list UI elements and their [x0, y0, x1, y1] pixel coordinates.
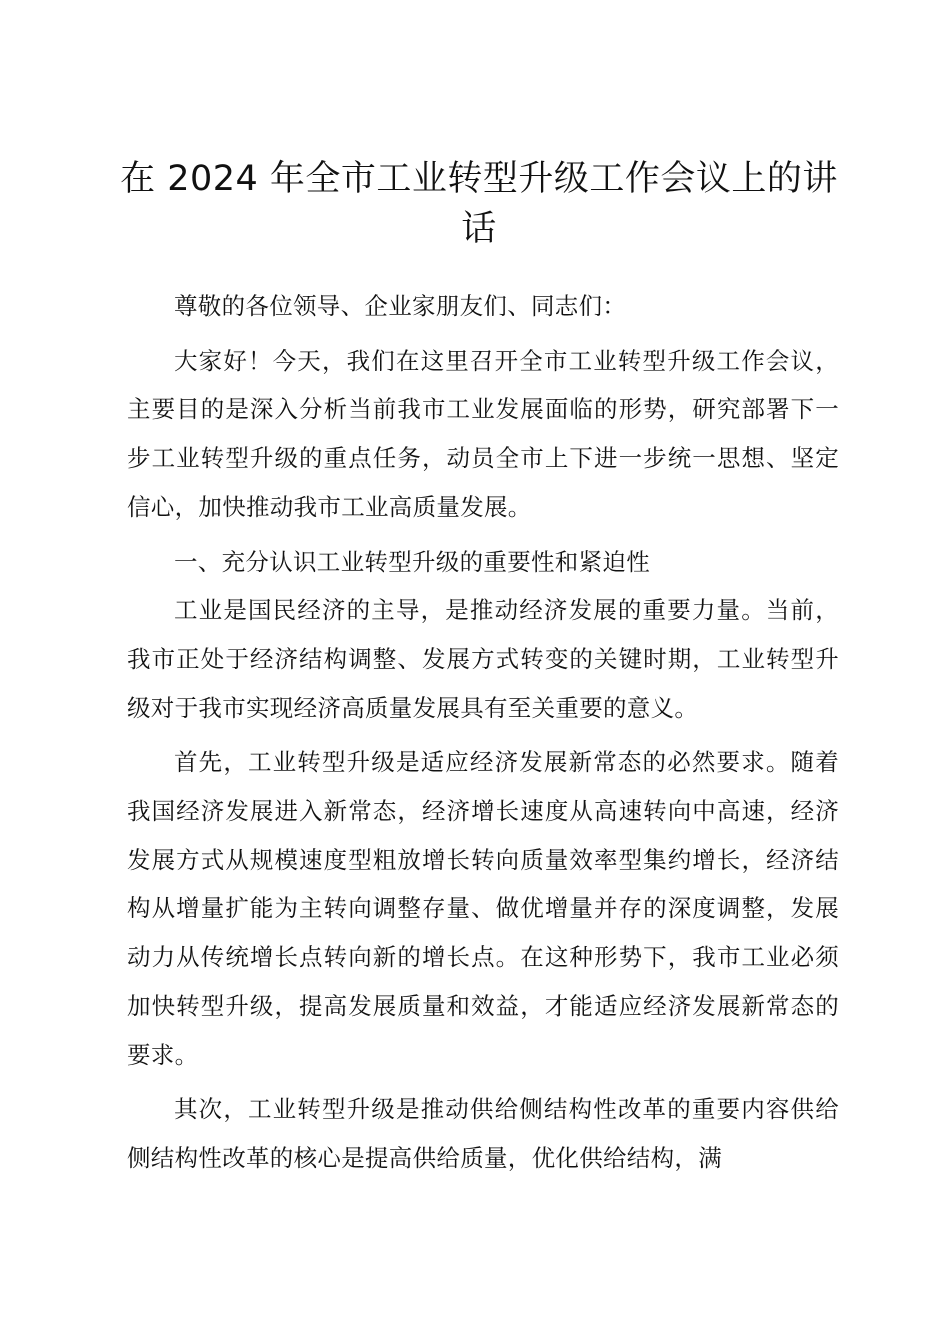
- section-heading-1: 一、充分认识工业转型升级的重要性和紧迫性: [174, 547, 650, 576]
- body-paragraph: 工业是国民经济的主导，是推动经济发展的重要力量。当前，我市正处于经济结构调整、发展方式转变的关键时期，工业转型升级对于我市实现经济高质量发展具有至关重要的意义。: [127, 596, 839, 722]
- body-paragraph-first-point: 首先，工业转型升级是适应经济发展新常态的必然要求。随着我国经济发展进入新常态，经济增长速度从高速转向中高速，经济发展方式从规模速度型粗放增长转向质量效率型集约增长，经济结构从增量扩能为主转向调整存量、做优增量并存的深度调整，发展动力从传统增长点转向新的增长点。在这种形势下，我市工业必须加快转型升级，提高发展质量和效益，才能适应经济发展新常态的要求。: [127, 748, 839, 1069]
- document-body: [127, 282, 839, 1183]
- salutation-paragraph: 尊敬的各位领导、企业家朋友们、同志们：: [174, 292, 627, 320]
- body-paragraph-second-point: 其次，工业转型升级是推动供给侧结构性改革的重要内容供给侧结构性改革的核心是提高供给质量，优化供给结构，满: [127, 1095, 839, 1172]
- document-title: 在 2024 年全市工业转型升级工作会议上的讲话: [120, 159, 838, 249]
- opening-paragraph: 大家好！今天，我们在这里召开全市工业转型升级工作会议，主要目的是深入分析当前我市工业发展面临的形势，研究部署下一步工业转型升级的重点任务，动员全市上下进一步统一思想、坚定信心，加快推动我市工业高质量发展。: [127, 346, 839, 521]
